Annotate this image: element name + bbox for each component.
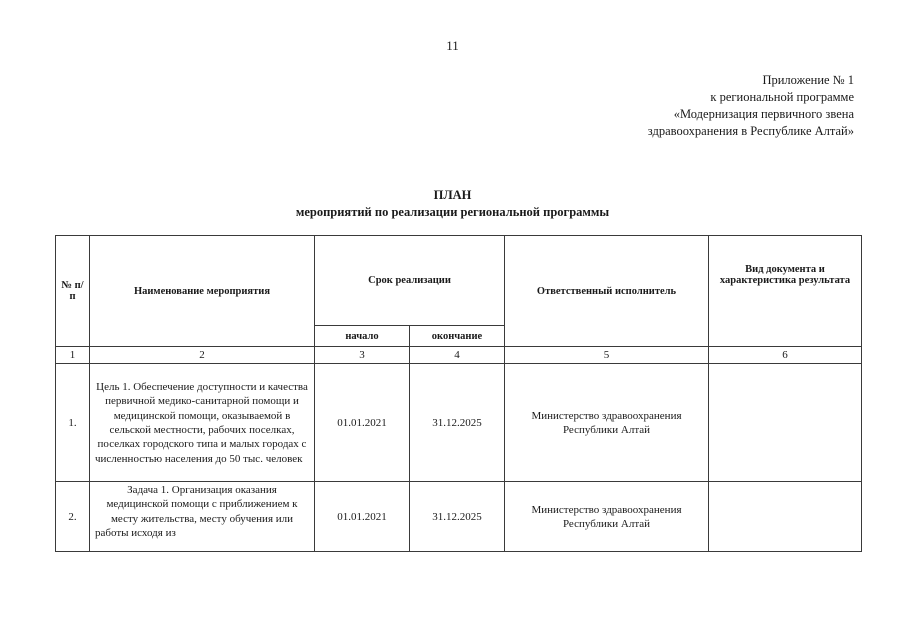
executor: Министерство здравоохранения Республики Алтай <box>505 482 709 552</box>
header-start: начало <box>315 326 410 347</box>
title-line-2: мероприятий по реализации региональной программы <box>295 205 610 219</box>
executor: Министерство здравоохранения Республики Алтай <box>505 364 709 482</box>
column-number: 6 <box>709 347 862 364</box>
start-date: 01.01.2021 <box>315 364 410 482</box>
result-type <box>709 482 862 552</box>
column-number: 2 <box>90 347 315 364</box>
start-date: 01.01.2021 <box>315 482 410 552</box>
appendix-line-2: к региональной программе <box>710 90 854 104</box>
activity-name: Задача 1. Организация оказания медицинской помощи с приближением к месту жительства, месту обучения или работы исходя из <box>90 482 315 552</box>
appendix-line-3: «Модернизация первичного звена <box>673 107 854 121</box>
end-date: 31.12.2025 <box>410 482 505 552</box>
header-name: Наименование мероприятия <box>90 236 315 347</box>
table-row <box>56 364 862 482</box>
column-number: 5 <box>505 347 709 364</box>
appendix-line-4: здравоохранения в Республике Алтай» <box>647 124 854 138</box>
plan-table <box>55 235 862 552</box>
appendix-note <box>648 72 854 140</box>
page-number: 11 <box>446 38 459 53</box>
header-result: Вид документа и характеристика результата <box>709 236 862 347</box>
row-number: 2. <box>56 482 90 552</box>
end-date: 31.12.2025 <box>410 364 505 482</box>
header-num: № п/п <box>56 236 90 347</box>
column-number: 1 <box>56 347 90 364</box>
activity-name: Цель 1. Обеспечение доступности и качества первичной медико-санитарной помощи и медицинской помощи, оказываемой в сельской местности, рабочих поселках, поселках городского типа и малых городах с численностью населения до 50 тыс. человек <box>90 364 315 482</box>
column-number: 4 <box>410 347 505 364</box>
column-number-row <box>56 347 862 364</box>
table-row <box>56 482 862 552</box>
table-header-row <box>56 236 862 326</box>
row-number: 1. <box>56 364 90 482</box>
document-title <box>0 187 905 221</box>
header-period: Срок реализации <box>315 236 505 326</box>
appendix-line-1: Приложение № 1 <box>762 73 854 87</box>
result-type <box>709 364 862 482</box>
title-line-1: ПЛАН <box>433 188 472 202</box>
header-end: окончание <box>410 326 505 347</box>
column-number: 3 <box>315 347 410 364</box>
header-executor: Ответственный исполнитель <box>505 236 709 347</box>
